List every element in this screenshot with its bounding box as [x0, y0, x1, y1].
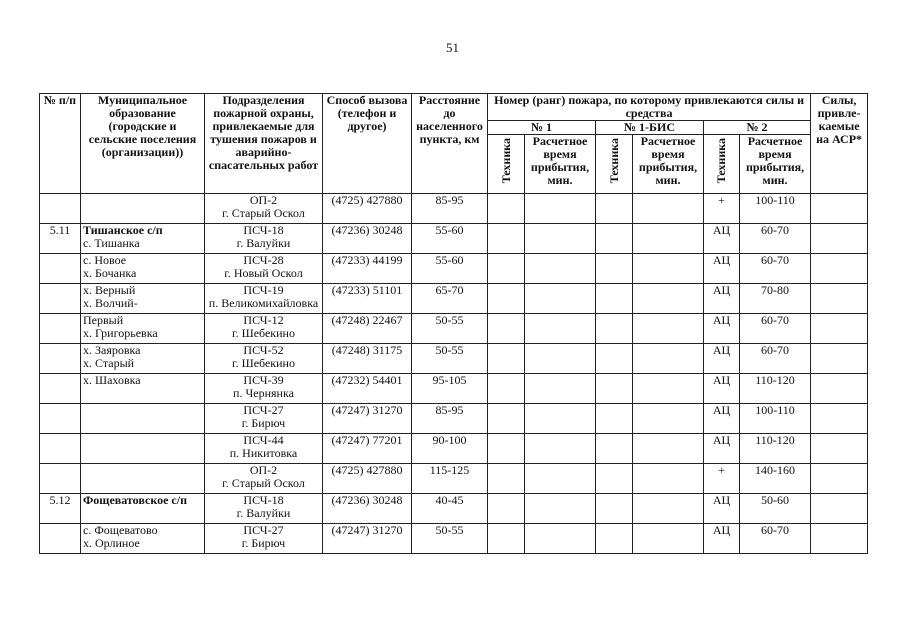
row-num — [40, 344, 81, 374]
row-distance: 50-55 — [412, 344, 488, 374]
row-unit — [205, 404, 323, 434]
row-asr — [811, 254, 868, 284]
row-tech-2: АЦ — [704, 404, 740, 434]
row-distance: 85-95 — [412, 404, 488, 434]
row-time-2: 100-110 — [740, 404, 811, 434]
table-row — [40, 224, 868, 254]
row-phone: (47247) 77201 — [323, 434, 412, 464]
row-phone: (47236) 30248 — [323, 224, 412, 254]
row-num — [40, 374, 81, 404]
row-unit — [205, 284, 323, 314]
row-num — [40, 314, 81, 344]
municipality-name: Фощеватовское с/п — [83, 493, 187, 507]
row-time-1 — [525, 344, 596, 374]
row-tech-1bis — [596, 494, 633, 524]
row-unit — [205, 254, 323, 284]
row-asr — [811, 494, 868, 524]
row-tech-1bis — [596, 404, 633, 434]
table-row — [40, 314, 868, 344]
row-tech-2: АЦ — [704, 314, 740, 344]
row-tech-2: АЦ — [704, 284, 740, 314]
unit-name: ПСЧ-18 — [243, 493, 284, 507]
row-phone: (47247) 31270 — [323, 524, 412, 554]
header-num: № п/п — [40, 94, 81, 194]
header-distance: Расстояние до населенного пункта, км — [412, 94, 488, 194]
header-asr: Силы, привле-каемые на АСР* — [811, 94, 868, 194]
unit-location: г. Старый Оскол — [222, 476, 305, 490]
row-time-2: 60-70 — [740, 344, 811, 374]
row-distance: 90-100 — [412, 434, 488, 464]
row-tech-1 — [488, 344, 525, 374]
row-time-2: 60-70 — [740, 224, 811, 254]
unit-location: г. Новый Оскол — [224, 266, 303, 280]
row-time-1bis — [633, 434, 704, 464]
unit-location: г. Валуйки — [236, 236, 291, 250]
row-municipality — [81, 284, 205, 314]
row-asr — [811, 404, 868, 434]
row-time-2: 60-70 — [740, 524, 811, 554]
table-row — [40, 254, 868, 284]
row-distance: 40-45 — [412, 494, 488, 524]
row-asr — [811, 434, 868, 464]
unit-location: г. Старый Оскол — [222, 206, 305, 220]
row-unit — [205, 344, 323, 374]
row-time-1 — [525, 284, 596, 314]
settlements-list: с. Тишанка — [83, 236, 140, 250]
unit-location: п. Великомихайловка — [208, 296, 319, 310]
row-time-2: 50-60 — [740, 494, 811, 524]
row-distance: 95-105 — [412, 374, 488, 404]
unit-location: п. Чернянка — [233, 386, 294, 400]
row-tech-1 — [488, 254, 525, 284]
page-number: 51 — [446, 40, 459, 55]
row-time-1 — [525, 404, 596, 434]
row-phone: (47248) 31175 — [323, 344, 412, 374]
row-time-2: 140-160 — [740, 464, 811, 494]
row-time-2: 60-70 — [740, 254, 811, 284]
row-unit — [205, 194, 323, 224]
municipality-name: Тишанское с/п — [83, 223, 163, 237]
row-num — [40, 434, 81, 464]
row-tech-2: АЦ — [704, 434, 740, 464]
row-municipality — [81, 194, 205, 224]
row-tech-1 — [488, 224, 525, 254]
row-phone: (47236) 30248 — [323, 494, 412, 524]
row-municipality — [81, 464, 205, 494]
row-time-1bis — [633, 344, 704, 374]
row-time-2: 70-80 — [740, 284, 811, 314]
header-rank-1bis: № 1-БИС — [596, 121, 704, 135]
row-unit — [205, 524, 323, 554]
table-row — [40, 404, 868, 434]
row-tech-1 — [488, 194, 525, 224]
row-time-1 — [525, 224, 596, 254]
row-unit — [205, 224, 323, 254]
row-asr — [811, 374, 868, 404]
row-distance: 50-55 — [412, 524, 488, 554]
row-time-1 — [525, 314, 596, 344]
row-time-1bis — [633, 524, 704, 554]
row-tech-1bis — [596, 254, 633, 284]
row-municipality — [81, 314, 205, 344]
row-tech-1bis — [596, 344, 633, 374]
row-time-1bis — [633, 284, 704, 314]
unit-name: ПСЧ-39 — [243, 373, 284, 387]
row-tech-1 — [488, 524, 525, 554]
unit-name: ПСЧ-18 — [243, 223, 284, 237]
row-unit — [205, 494, 323, 524]
row-time-1 — [525, 434, 596, 464]
row-phone: (47247) 31270 — [323, 404, 412, 434]
table-row — [40, 194, 868, 224]
table-row — [40, 344, 868, 374]
row-distance: 65-70 — [412, 284, 488, 314]
row-time-1bis — [633, 224, 704, 254]
row-phone: (47248) 22467 — [323, 314, 412, 344]
row-asr — [811, 524, 868, 554]
row-tech-1bis — [596, 464, 633, 494]
row-tech-1bis — [596, 314, 633, 344]
unit-name: ПСЧ-52 — [243, 343, 284, 357]
row-unit — [205, 434, 323, 464]
unit-name: ПСЧ-28 — [243, 253, 284, 267]
settlements-list: с. Фощеватово х. Орлиное — [83, 523, 158, 550]
row-tech-1bis — [596, 284, 633, 314]
row-municipality — [81, 434, 205, 464]
header-tech-1: Техника — [488, 135, 525, 194]
row-asr — [811, 284, 868, 314]
row-municipality — [81, 254, 205, 284]
unit-name: ОП-2 — [249, 193, 278, 207]
settlements-list: х. Верный х. Волчий- — [83, 283, 138, 310]
row-tech-1bis — [596, 374, 633, 404]
row-tech-1 — [488, 284, 525, 314]
row-num — [40, 464, 81, 494]
header-tech-1bis: Техника — [596, 135, 633, 194]
row-asr — [811, 224, 868, 254]
table-row — [40, 284, 868, 314]
row-time-1bis — [633, 194, 704, 224]
row-time-2: 60-70 — [740, 314, 811, 344]
row-num — [40, 524, 81, 554]
header-rank-2: № 2 — [704, 121, 811, 135]
header-time-2: Расчетное время прибытия, мин. — [740, 135, 811, 194]
row-num: 5.11 — [40, 224, 81, 254]
row-time-1bis — [633, 464, 704, 494]
row-asr — [811, 194, 868, 224]
unit-location: г. Бирюч — [241, 536, 286, 550]
header-rank-1: № 1 — [488, 121, 596, 135]
row-tech-2: + — [704, 464, 740, 494]
row-phone: (4725) 427880 — [323, 464, 412, 494]
row-num — [40, 284, 81, 314]
unit-name: ПСЧ-19 — [243, 283, 284, 297]
row-distance: 115-125 — [412, 464, 488, 494]
row-phone: (4725) 427880 — [323, 194, 412, 224]
row-tech-1 — [488, 434, 525, 464]
row-tech-2: АЦ — [704, 524, 740, 554]
row-time-1bis — [633, 254, 704, 284]
row-time-1 — [525, 494, 596, 524]
row-tech-1 — [488, 464, 525, 494]
row-time-1 — [525, 524, 596, 554]
row-time-1bis — [633, 314, 704, 344]
row-time-2: 110-120 — [740, 374, 811, 404]
row-distance: 55-60 — [412, 254, 488, 284]
row-unit — [205, 464, 323, 494]
row-phone: (47232) 54401 — [323, 374, 412, 404]
row-time-1bis — [633, 494, 704, 524]
settlements-list: Первый х. Григорьевка — [83, 313, 158, 340]
row-num: 5.12 — [40, 494, 81, 524]
row-asr — [811, 464, 868, 494]
row-unit — [205, 314, 323, 344]
row-tech-2: АЦ — [704, 344, 740, 374]
row-tech-2: АЦ — [704, 224, 740, 254]
unit-location: г. Шебекино — [232, 326, 295, 340]
row-municipality — [81, 224, 205, 254]
unit-name: ПСЧ-27 — [243, 523, 284, 537]
row-tech-1bis — [596, 434, 633, 464]
row-tech-2: + — [704, 194, 740, 224]
row-tech-2: АЦ — [704, 494, 740, 524]
row-num — [40, 254, 81, 284]
row-municipality — [81, 404, 205, 434]
unit-location: п. Никитовка — [229, 446, 298, 460]
table-row — [40, 524, 868, 554]
row-municipality — [81, 494, 205, 524]
table-row — [40, 374, 868, 404]
row-num — [40, 404, 81, 434]
row-distance: 50-55 — [412, 314, 488, 344]
row-distance: 85-95 — [412, 194, 488, 224]
row-tech-1bis — [596, 194, 633, 224]
row-tech-1 — [488, 404, 525, 434]
row-time-1 — [525, 194, 596, 224]
header-unit: Подразделения пожарной охраны, привлекаемые для тушения пожаров и аварийно-спасательных работ — [205, 94, 323, 194]
unit-location: г. Валуйки — [236, 506, 291, 520]
header-rank-group: Номер (ранг) пожара, по которому привлекаются силы и средства — [488, 94, 811, 121]
row-tech-1bis — [596, 524, 633, 554]
header-time-1bis: Расчетное время прибытия, мин. — [633, 135, 704, 194]
row-municipality — [81, 344, 205, 374]
row-asr — [811, 344, 868, 374]
table-row — [40, 464, 868, 494]
fire-forces-table — [39, 93, 868, 554]
header-time-1: Расчетное время прибытия, мин. — [525, 135, 596, 194]
row-time-2: 100-110 — [740, 194, 811, 224]
unit-location: г. Шебекино — [232, 356, 295, 370]
row-phone: (47233) 51101 — [323, 284, 412, 314]
header-call-method: Способ вызова (телефон и другое) — [323, 94, 412, 194]
row-municipality — [81, 374, 205, 404]
settlements-list: х. Заяровка х. Старый — [83, 343, 141, 370]
row-tech-1bis — [596, 224, 633, 254]
row-num — [40, 194, 81, 224]
row-asr — [811, 314, 868, 344]
header-tech-2: Техника — [704, 135, 740, 194]
unit-name: ПСЧ-12 — [243, 313, 284, 327]
row-municipality — [81, 524, 205, 554]
row-tech-1 — [488, 314, 525, 344]
row-time-1 — [525, 254, 596, 284]
unit-name: ОП-2 — [249, 463, 278, 477]
settlements-list: х. Шаховка — [83, 373, 141, 387]
unit-name: ПСЧ-44 — [243, 433, 284, 447]
row-tech-2: АЦ — [704, 254, 740, 284]
row-time-1 — [525, 464, 596, 494]
row-time-1bis — [633, 404, 704, 434]
row-tech-1 — [488, 374, 525, 404]
row-tech-2: АЦ — [704, 374, 740, 404]
row-time-2: 110-120 — [740, 434, 811, 464]
unit-location: г. Бирюч — [241, 416, 286, 430]
row-time-1bis — [633, 374, 704, 404]
row-distance: 55-60 — [412, 224, 488, 254]
table-row — [40, 494, 868, 524]
row-time-1 — [525, 374, 596, 404]
row-unit — [205, 374, 323, 404]
row-phone: (47233) 44199 — [323, 254, 412, 284]
row-tech-1 — [488, 494, 525, 524]
header-municipality: Муниципальное образование (городские и сельские поселения (организации)) — [81, 94, 205, 194]
table-row — [40, 434, 868, 464]
settlements-list: с. Новое х. Бочанка — [83, 253, 137, 280]
unit-name: ПСЧ-27 — [243, 403, 284, 417]
